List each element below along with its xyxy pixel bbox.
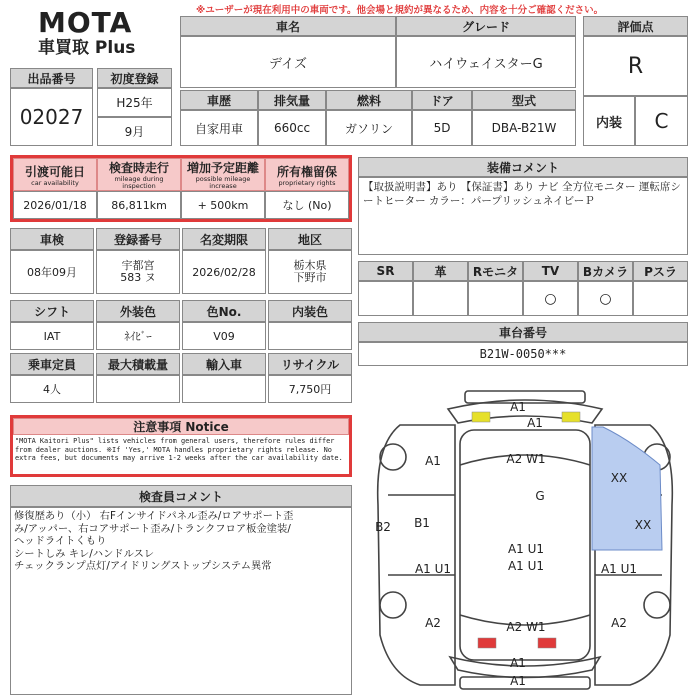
inspector-line: シートしみ キレ/ハンドルスレ	[14, 547, 155, 560]
option-header: 革	[413, 261, 468, 281]
reg-value: 2026/02/28	[182, 250, 266, 294]
availability-box	[10, 155, 352, 222]
wheel-rear-left	[380, 592, 406, 618]
reg-header: 車検	[10, 228, 94, 250]
diagram-label: A1 U1	[507, 542, 545, 556]
reg-header: 地区	[268, 228, 352, 250]
car-name-value: デイズ	[180, 36, 396, 88]
diagram-label: A1	[510, 400, 526, 414]
cap-value	[182, 375, 266, 403]
diagram-label: B1	[414, 516, 430, 530]
red-patch-left	[478, 638, 496, 648]
inspector-line: 修復歴あり（小） 右Fインサイドパネル歪み/ロアサポート歪	[14, 510, 294, 522]
reg-value: 栃木県 下野市	[268, 250, 352, 294]
trans-header: 内装色	[268, 300, 352, 322]
reg-header: 登録番号	[96, 228, 180, 250]
diagram-label: XX	[610, 471, 628, 485]
interior-value: C	[635, 96, 688, 146]
first-reg-month: 9月	[97, 117, 172, 146]
avail-value: + 500km	[181, 191, 265, 219]
option-value	[633, 281, 688, 316]
avail-value: なし (No)	[265, 191, 349, 219]
wheel-front-left	[380, 444, 406, 470]
spec-value: DBA-B21W	[472, 110, 576, 146]
diagram-label: A2 W1	[506, 452, 546, 466]
inspector-line: ヘッドライトくもり	[14, 535, 107, 547]
grade-value: ハイウェイスターG	[396, 36, 576, 88]
diagram-label: A1 U1	[600, 562, 638, 576]
reg-header: 名変期限	[182, 228, 266, 250]
notice-box	[10, 415, 352, 477]
cap-header: 輸入車	[182, 353, 266, 375]
avail-value: 86,811km	[97, 191, 181, 219]
option-value	[413, 281, 468, 316]
option-value: ○	[578, 281, 633, 316]
spec-value: 660cc	[258, 110, 326, 146]
spec-value: ガソリン	[326, 110, 412, 146]
spec-header: 型式	[472, 90, 576, 110]
car-name-label: 車名	[180, 16, 396, 36]
lot-label: 出品番号	[10, 68, 93, 88]
option-value	[468, 281, 523, 316]
trans-value: ﾈｲﾋﾞｰ	[96, 322, 180, 350]
option-header: TV	[523, 261, 578, 281]
score-value: R	[583, 36, 688, 96]
diagram-label: A1 U1	[414, 562, 452, 576]
trans-header: 色No.	[182, 300, 266, 322]
diagram-label: A2 W1	[506, 620, 546, 634]
top-notice: ※ユーザーが現在利用中の車両です。他会場と規約が異なるため、内容を十分ご確認ください。	[196, 5, 604, 16]
interior-label: 内装	[583, 96, 635, 146]
avail-header: 所有権留保 proprietary rights	[265, 158, 349, 191]
trans-value	[268, 322, 352, 350]
specs-table	[180, 90, 576, 146]
inspector-line: み/アッパー、右コアサポート歪み/トランクフロア板金塗装/	[14, 522, 291, 535]
score-label: 評価点	[583, 16, 688, 36]
reg-value: 08年09月	[10, 250, 94, 294]
yellow-patch-left	[472, 412, 490, 422]
chassis-value: B21W-0050***	[358, 342, 688, 366]
options-table	[358, 261, 688, 316]
cap-value	[96, 375, 180, 403]
left-body	[378, 425, 455, 685]
option-header: Pスラ	[633, 261, 688, 281]
inspector-label: 検査員コメント	[10, 485, 352, 507]
first-reg-label: 初度登録	[97, 68, 172, 88]
reg-table	[10, 228, 352, 294]
trans-header: 外装色	[96, 300, 180, 322]
diagram-label: A1	[510, 656, 526, 670]
avail-header: 引渡可能日 car availability	[13, 158, 97, 191]
diagram-label: A1	[510, 674, 526, 688]
diagram-label: A1	[527, 416, 543, 430]
lot-value: 02027	[10, 88, 93, 146]
first-reg-year: H25年	[97, 88, 172, 117]
capacity-table	[10, 353, 352, 403]
cap-header: 最大積載量	[96, 353, 180, 375]
trans-value: IAT	[10, 322, 94, 350]
diagram-label: G	[535, 489, 545, 503]
red-patch-right	[538, 638, 556, 648]
diagram-label: A1	[425, 454, 441, 468]
logo-mota: MOTA	[38, 6, 133, 39]
diagram-label: A2	[425, 616, 441, 630]
avail-header: 増加予定距離 possible mileage increase	[181, 158, 265, 191]
spec-header: 排気量	[258, 90, 326, 110]
trans-value: V09	[182, 322, 266, 350]
equip-text: 【取扱説明書】あり 【保証書】あり ナビ 全方位モニター 運転席シートヒーター カラー：パープリッシュネイビーＰ	[358, 177, 688, 255]
diagram-label: A1 U1	[507, 559, 545, 573]
option-header: SR	[358, 261, 413, 281]
trans-table	[10, 300, 352, 350]
spec-header: 車歴	[180, 90, 258, 110]
diagram-label: XX	[634, 518, 652, 532]
option-value: ○	[523, 281, 578, 316]
damage-diagram	[360, 385, 690, 697]
logo-sub: 車買取 Plus	[38, 38, 136, 58]
option-header: Rモニタ	[468, 261, 523, 281]
cap-header: 乗車定員	[10, 353, 94, 375]
spec-value: 自家用車	[180, 110, 258, 146]
cap-header: リサイクル	[268, 353, 352, 375]
equip-label: 装備コメント	[358, 157, 688, 177]
yellow-patch-right	[562, 412, 580, 422]
inspector-line: チェックランプ点灯/アイドリングストップシステム異常	[14, 560, 272, 572]
spec-value: 5D	[412, 110, 472, 146]
trans-header: シフト	[10, 300, 94, 322]
option-header: Bカメラ	[578, 261, 633, 281]
cap-value: 7,750円	[268, 375, 352, 403]
spec-header: 燃料	[326, 90, 412, 110]
avail-value: 2026/01/18	[13, 191, 97, 219]
wheel-rear-right	[644, 592, 670, 618]
diagram-label: B2	[375, 520, 391, 534]
grade-label: グレード	[396, 16, 576, 36]
inspector-comment	[10, 507, 352, 695]
avail-header: 検査時走行 mileage during inspection	[97, 158, 181, 191]
notice-text: "MOTA Kaitori Plus" lists vehicles from general users, therefore rules differ from dealer auctions. ※If 'Yes,' MOTA handles proprietary rights release. No extra fees, but documents may arrive 1-2 weeks after the car availability date.	[15, 437, 343, 463]
reg-value: 宇都宮 583 ヌ	[96, 250, 180, 294]
notice-title: 注意事項 Notice	[13, 418, 349, 435]
diagram-label: A2	[611, 616, 627, 630]
option-value	[358, 281, 413, 316]
spec-header: ドア	[412, 90, 472, 110]
chassis-label: 車台番号	[358, 322, 688, 342]
logo	[38, 8, 148, 66]
cap-value: 4人	[10, 375, 94, 403]
